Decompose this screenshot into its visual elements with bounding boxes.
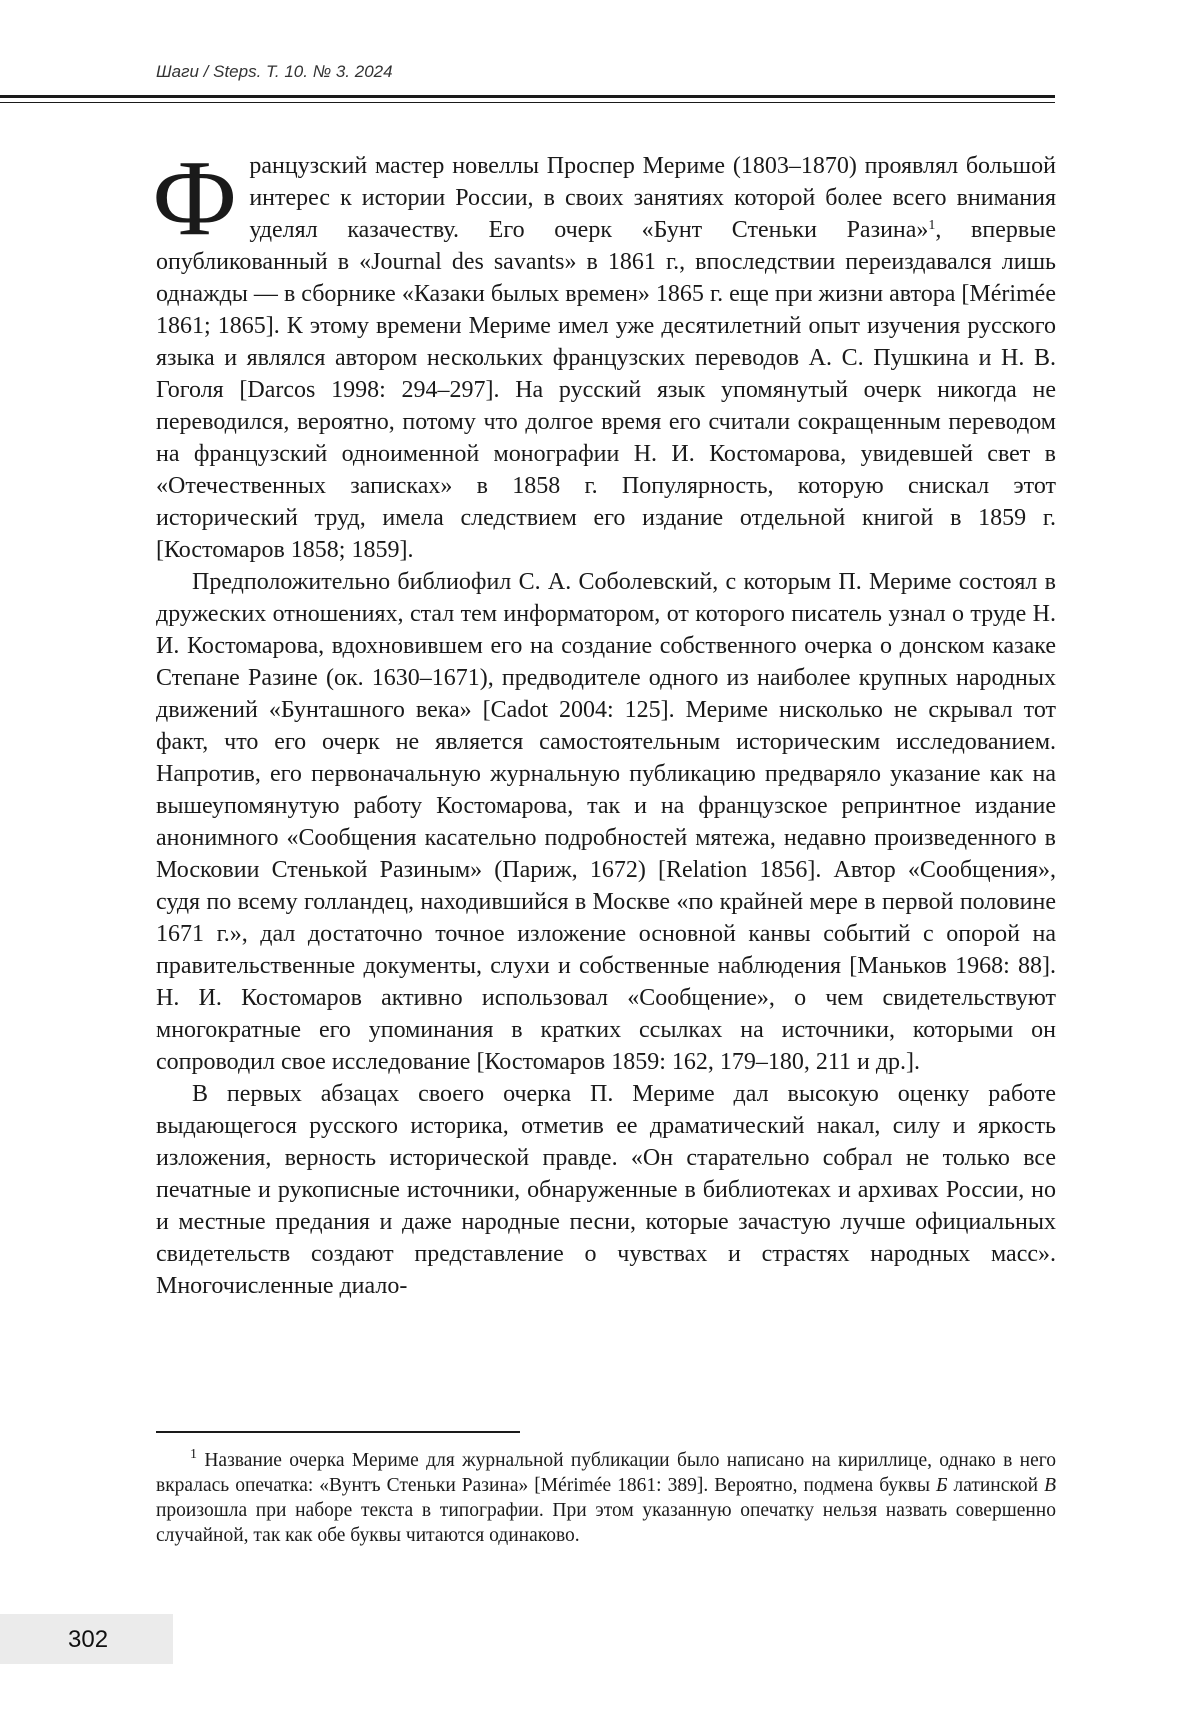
footnote-mark: 1 bbox=[190, 1447, 197, 1462]
running-head: Шаги / Steps. Т. 10. № 3. 2024 bbox=[156, 62, 393, 82]
footnote-1 bbox=[156, 1448, 1056, 1548]
footnote-text-mid: латинской bbox=[947, 1475, 1044, 1496]
drop-cap: Ф bbox=[152, 156, 237, 242]
footnote-ref[interactable]: 1 bbox=[928, 218, 935, 233]
footnote-letter-latin: B bbox=[1044, 1475, 1056, 1496]
header-rule-thin bbox=[0, 102, 1055, 103]
footnote-rule bbox=[156, 1431, 520, 1433]
footnote-text: Название очерка Мериме для журнальной публикации было написано на кириллице, однако в него вкралась опечатка: «Вунтъ Стеньки Разина» [Mérimée 1861: 389]. Вероятно, подмена буквы bbox=[156, 1450, 1056, 1496]
paragraph-2: Предположительно библиофил С. А. Соболевский, с которым П. Мериме состоял в дружеских отношениях, стал тем информатором, от которого писатель узнал о труде Н. И. Костомарова, вдохновившем его на создание собственного очерка о донском казаке Степане Разине (ок. 1630–1671), предводителе одного из наиболее крупных народных движений «Бунташного века» [Cadot 2004: 125]. Мериме нисколько не скрывал тот факт, что его очерк не является самостоятельным историческим исследованием. Напротив, его первоначальную журнальную публикацию предваряло указание как на вышеупомянутую работу Костомарова, так и на французское репринтное издание анонимного «Сообщения касательно подробностей мятежа, недавно произведенного в Московии Стенькой Разиным» (Париж, 1672) [Relation 1856]. Автор «Сообщения», судя по всему голландец, находившийся в Москве «по крайней мере в первой половине 1671 г.», дал достаточно точное изложение основной канвы событий с опорой на правительственные документы, слухи и собственные наблюдения [Маньков 1968: 88]. Н. И. Костомаров активно использовал «Сообщение», о чем свидетельствуют многократные его упоминания в кратких ссылках на источники, которыми он сопроводил свое исследование [Костомаров 1859: 162, 179–180, 211 и др.]. bbox=[156, 566, 1056, 1078]
footnote-letter-cyrillic: Б bbox=[936, 1475, 948, 1496]
paragraph-1-text-b: , впервые опубликованный в «Journal des savants» в 1861 г., впоследствии переиздавался лишь однажды — в сборнике «Казаки былых времен» 1865 г. еще при жизни автора [Mérimée 1861; 1865]. К этому времени Мериме имел уже десятилетний опыт изучения русского языка и являлся автором нескольких французских переводов А. С. Пушкина и Н. В. Гоголя [Darcos 1998: 294–297]. На русский язык упомянутый очерк никогда не переводился, вероятно, потому что долгое время его считали сокращенным переводом на французский одноименной монографии Н. И. Костомарова, увидевшей свет в «Отечественных записках» в 1858 г. Популярность, которую снискал этот исторический труд, имела следствием его издание отдельной книгой в 1859 г. [Костомаров 1858; 1859]. bbox=[156, 217, 1056, 563]
page-number: 302 bbox=[68, 1626, 108, 1654]
footnote-text-end: произошла при наборе текста в типографии. При этом указанную опечатку нельзя назвать совершенно случайной, так как обе буквы читаются одинаково. bbox=[156, 1500, 1056, 1546]
paragraph-1 bbox=[156, 150, 1056, 566]
header-rule-thick bbox=[0, 95, 1055, 98]
article-body bbox=[156, 150, 1056, 1302]
paragraph-1-text-a: ранцузский мастер новеллы Проспер Мериме (1803–1870) проявлял большой интерес к истории России, в своих занятиях которой более всего внимания уделял казачеству. Его очерк «Бунт Стеньки Разина» bbox=[249, 153, 1056, 243]
footnote bbox=[156, 1448, 1056, 1548]
paragraph-3: В первых абзацах своего очерка П. Мериме дал высокую оценку работе выдающегося русского историка, отметив ее драматический накал, силу и яркость изложения, верность исторической правде. «Он старательно собрал не только все печатные и рукописные источники, обнаруженные в библиотеках и архивах России, но и местные предания и даже народные песни, которые зачастую лучше официальных свидетельств создают представление о чувствах и страстях народных масс». Многочисленные диало- bbox=[156, 1078, 1056, 1302]
